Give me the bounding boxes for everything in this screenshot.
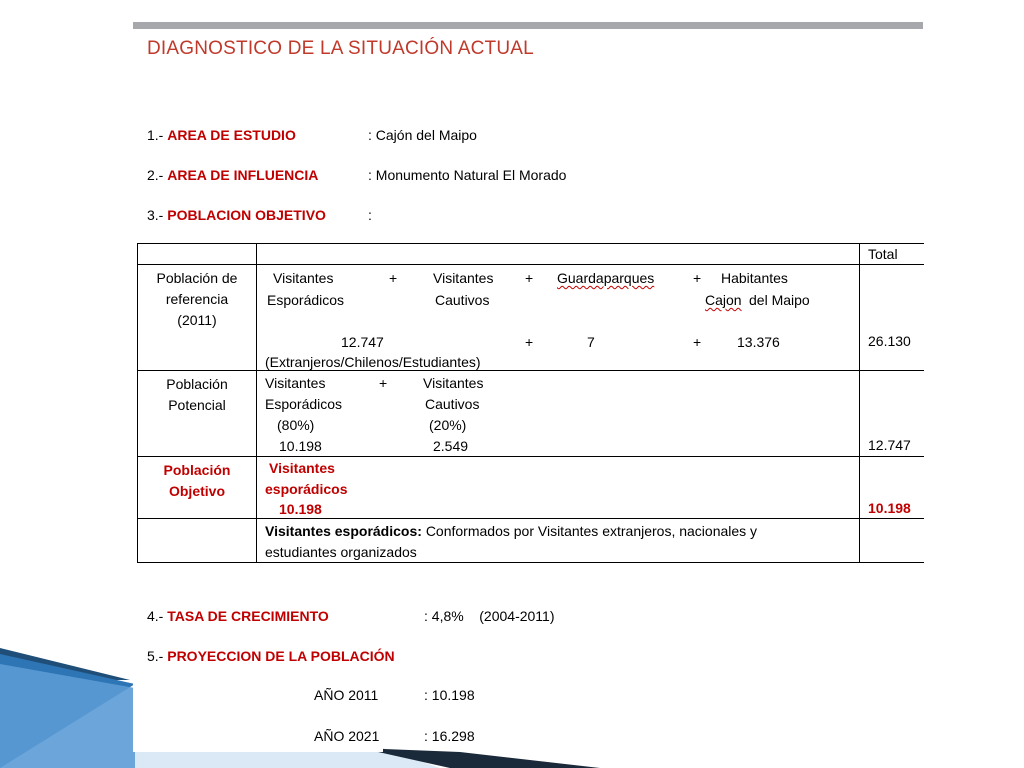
top-divider-bar bbox=[133, 22, 923, 29]
table-cell bbox=[257, 244, 860, 265]
item-area-influencia bbox=[147, 167, 318, 183]
item-label: POBLACION OBJETIVO bbox=[167, 207, 326, 223]
item-value: : bbox=[368, 207, 372, 223]
row-content-cell bbox=[257, 519, 860, 563]
row-content-cell bbox=[257, 265, 860, 371]
row-total: 10.198 bbox=[868, 500, 911, 516]
row-content-cell bbox=[257, 371, 860, 457]
row-total-cell bbox=[860, 265, 925, 371]
item-number: 5.- bbox=[147, 648, 164, 664]
table-cell bbox=[138, 519, 257, 563]
row-content-cell bbox=[257, 457, 860, 519]
cell-text: Esporádicos bbox=[265, 396, 343, 412]
cell-text: Cautivos bbox=[435, 292, 490, 308]
cell-text: Cajon bbox=[705, 292, 742, 308]
table-header-row bbox=[138, 244, 925, 265]
cell-text: Guardaparques bbox=[557, 270, 655, 286]
plus-sign: + bbox=[379, 375, 388, 391]
plus-sign: + bbox=[389, 270, 398, 286]
item-number: 3.- bbox=[147, 207, 164, 223]
row-label: Población de referencia (2011) bbox=[156, 270, 238, 328]
cell-text: Visitantes bbox=[273, 270, 334, 286]
table-cell bbox=[138, 244, 257, 265]
row-total: 26.130 bbox=[868, 333, 911, 349]
cell-text: Visitantes bbox=[265, 375, 326, 391]
cell-value: 2.549 bbox=[433, 438, 469, 454]
projection-value: : 10.198 bbox=[424, 687, 475, 703]
table-row-referencia bbox=[138, 265, 925, 371]
item-value: : Monumento Natural El Morado bbox=[368, 167, 567, 183]
item-poblacion-objetivo bbox=[147, 207, 326, 223]
item-tasa-crecimiento bbox=[147, 608, 329, 624]
plus-sign: + bbox=[525, 270, 534, 286]
table-cell bbox=[860, 519, 925, 563]
table-cell bbox=[860, 244, 925, 265]
plus-sign: + bbox=[693, 334, 702, 350]
table-row-definition bbox=[138, 519, 925, 563]
item-number: 4.- bbox=[147, 608, 164, 624]
item-label: PROYECCION DE LA POBLACIÓN bbox=[167, 648, 395, 664]
row-label-cell bbox=[138, 371, 257, 457]
item-label: AREA DE ESTUDIO bbox=[167, 127, 296, 143]
cell-text: (80%) bbox=[277, 417, 315, 433]
row-total-cell bbox=[860, 457, 925, 519]
cell-text: Visitantes bbox=[269, 460, 335, 476]
row-label: Población Objetivo bbox=[163, 462, 231, 499]
population-table bbox=[137, 243, 924, 563]
row-label: Población Potencial bbox=[166, 376, 228, 413]
cell-text: Esporádicos bbox=[267, 292, 345, 308]
cell-value: 10.198 bbox=[279, 438, 322, 454]
cell-text: del Maipo bbox=[749, 292, 810, 308]
total-header: Total bbox=[868, 246, 898, 262]
page-title: DIAGNOSTICO DE LA SITUACIÓN ACTUAL bbox=[147, 38, 534, 59]
cell-value: 12.747 bbox=[341, 334, 384, 350]
cell-value: 10.198 bbox=[279, 501, 322, 517]
definition-line-1: Visitantes esporádicos: Conformados por Visitantes extranjeros, nacionales y bbox=[265, 523, 758, 539]
projection-value: : 16.298 bbox=[424, 728, 475, 744]
cell-text: Habitantes bbox=[721, 270, 788, 286]
item-value: : Cajón del Maipo bbox=[368, 127, 477, 143]
cell-note: (Extranjeros/Chilenos/Estudiantes) bbox=[265, 354, 481, 370]
definition-line-2: estudiantes organizados bbox=[265, 544, 417, 560]
row-label-cell bbox=[138, 457, 257, 519]
item-label: AREA DE INFLUENCIA bbox=[167, 167, 319, 183]
table-row-objetivo bbox=[138, 457, 925, 519]
cell-text: (20%) bbox=[429, 417, 467, 433]
projection-year: AÑO 2021 bbox=[314, 728, 380, 744]
item-area-estudio bbox=[147, 127, 296, 143]
cell-text: Visitantes bbox=[433, 270, 494, 286]
cell-text: Cautivos bbox=[425, 396, 480, 412]
item-label: TASA DE CRECIMIENTO bbox=[167, 608, 329, 624]
cell-text: esporádicos bbox=[265, 481, 348, 497]
row-label-cell bbox=[138, 265, 257, 371]
cell-value: 7 bbox=[587, 334, 595, 350]
plus-sign: + bbox=[693, 270, 702, 286]
plus-sign: + bbox=[525, 334, 534, 350]
projection-year: AÑO 2011 bbox=[314, 687, 379, 703]
table-row-potencial bbox=[138, 371, 925, 457]
cell-text: Visitantes bbox=[423, 375, 484, 391]
row-total-cell bbox=[860, 371, 925, 457]
cell-value: 13.376 bbox=[737, 334, 780, 350]
row-total: 12.747 bbox=[868, 437, 911, 453]
item-value: : 4,8% (2004-2011) bbox=[424, 608, 555, 624]
item-number: 2.- bbox=[147, 167, 164, 183]
item-number: 1.- bbox=[147, 127, 164, 143]
